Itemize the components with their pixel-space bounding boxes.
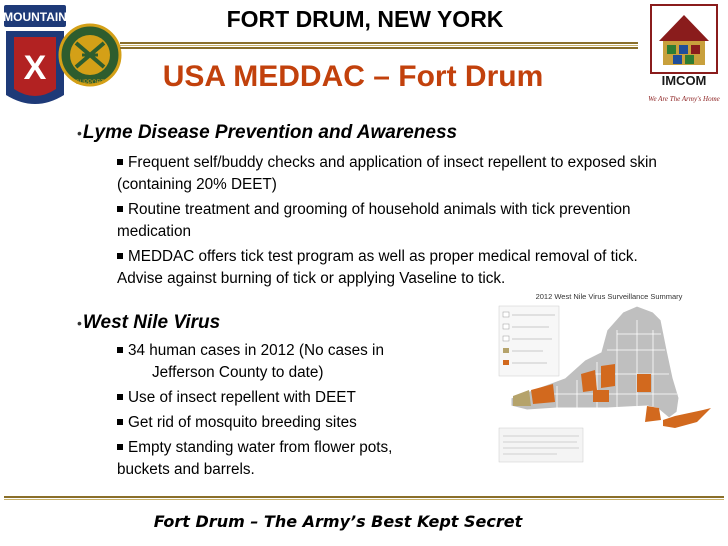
square-bullet-icon <box>117 159 123 165</box>
square-bullet-icon <box>117 347 123 353</box>
lyme-bullet-list <box>117 152 677 293</box>
svg-text:X: X <box>23 49 47 87</box>
imcom-logo <box>643 3 725 107</box>
square-bullet-icon <box>117 419 123 425</box>
section-heading-text: West Nile Virus <box>82 312 221 333</box>
patch-tab-text: MOUNTAIN <box>3 10 67 24</box>
footer-slogan: Fort Drum – The Army’s Best Kept Secret <box>153 512 523 531</box>
list-item: 34 human cases in 2012 (No cases in Jefferson County to date) <box>117 340 437 384</box>
patch-ring-text: SUPPORT <box>75 80 105 86</box>
square-bullet-icon <box>117 394 123 400</box>
section-heading-west-nile: •West Nile Virus <box>77 312 221 333</box>
list-item: Frequent self/buddy checks and application of insect repellent to exposed skin (containing 20% DEET) <box>117 154 657 193</box>
header-divider <box>120 42 638 49</box>
page-subtitle: USA MEDDAC – Fort Drum <box>162 60 544 93</box>
west-nile-bullet-list <box>117 340 437 484</box>
list-item: Use of insect repellent with DEET <box>117 387 437 409</box>
square-bullet-icon <box>117 206 123 212</box>
imcom-motto: We Are The Army's Home <box>648 95 720 103</box>
list-item: Get rid of mosquito breeding sites <box>117 412 437 434</box>
header-title: FORT DRUM, NEW YORK <box>226 6 504 32</box>
map-title: 2012 West Nile Virus Surveillance Summary <box>535 292 683 301</box>
west-nile-surveillance-map <box>497 290 715 466</box>
list-item: Empty standing water from flower pots, buckets and barrels. <box>117 439 393 478</box>
imcom-name: IMCOM <box>661 73 707 88</box>
list-item: Routine treatment and grooming of household animals with tick prevention medication <box>117 201 631 240</box>
section-heading-text: Lyme Disease Prevention and Awareness <box>82 122 458 143</box>
mountain-division-logo <box>2 3 122 115</box>
footer-divider <box>4 496 724 498</box>
square-bullet-icon <box>117 253 123 259</box>
square-bullet-icon <box>117 444 123 450</box>
section-heading-lyme: •Lyme Disease Prevention and Awareness <box>77 122 458 143</box>
list-item: MEDDAC offers tick test program as well as proper medical removal of tick. Advise against burning of tick or applying Vaseline to tick. <box>117 248 638 287</box>
footer-divider-accent <box>4 499 724 500</box>
